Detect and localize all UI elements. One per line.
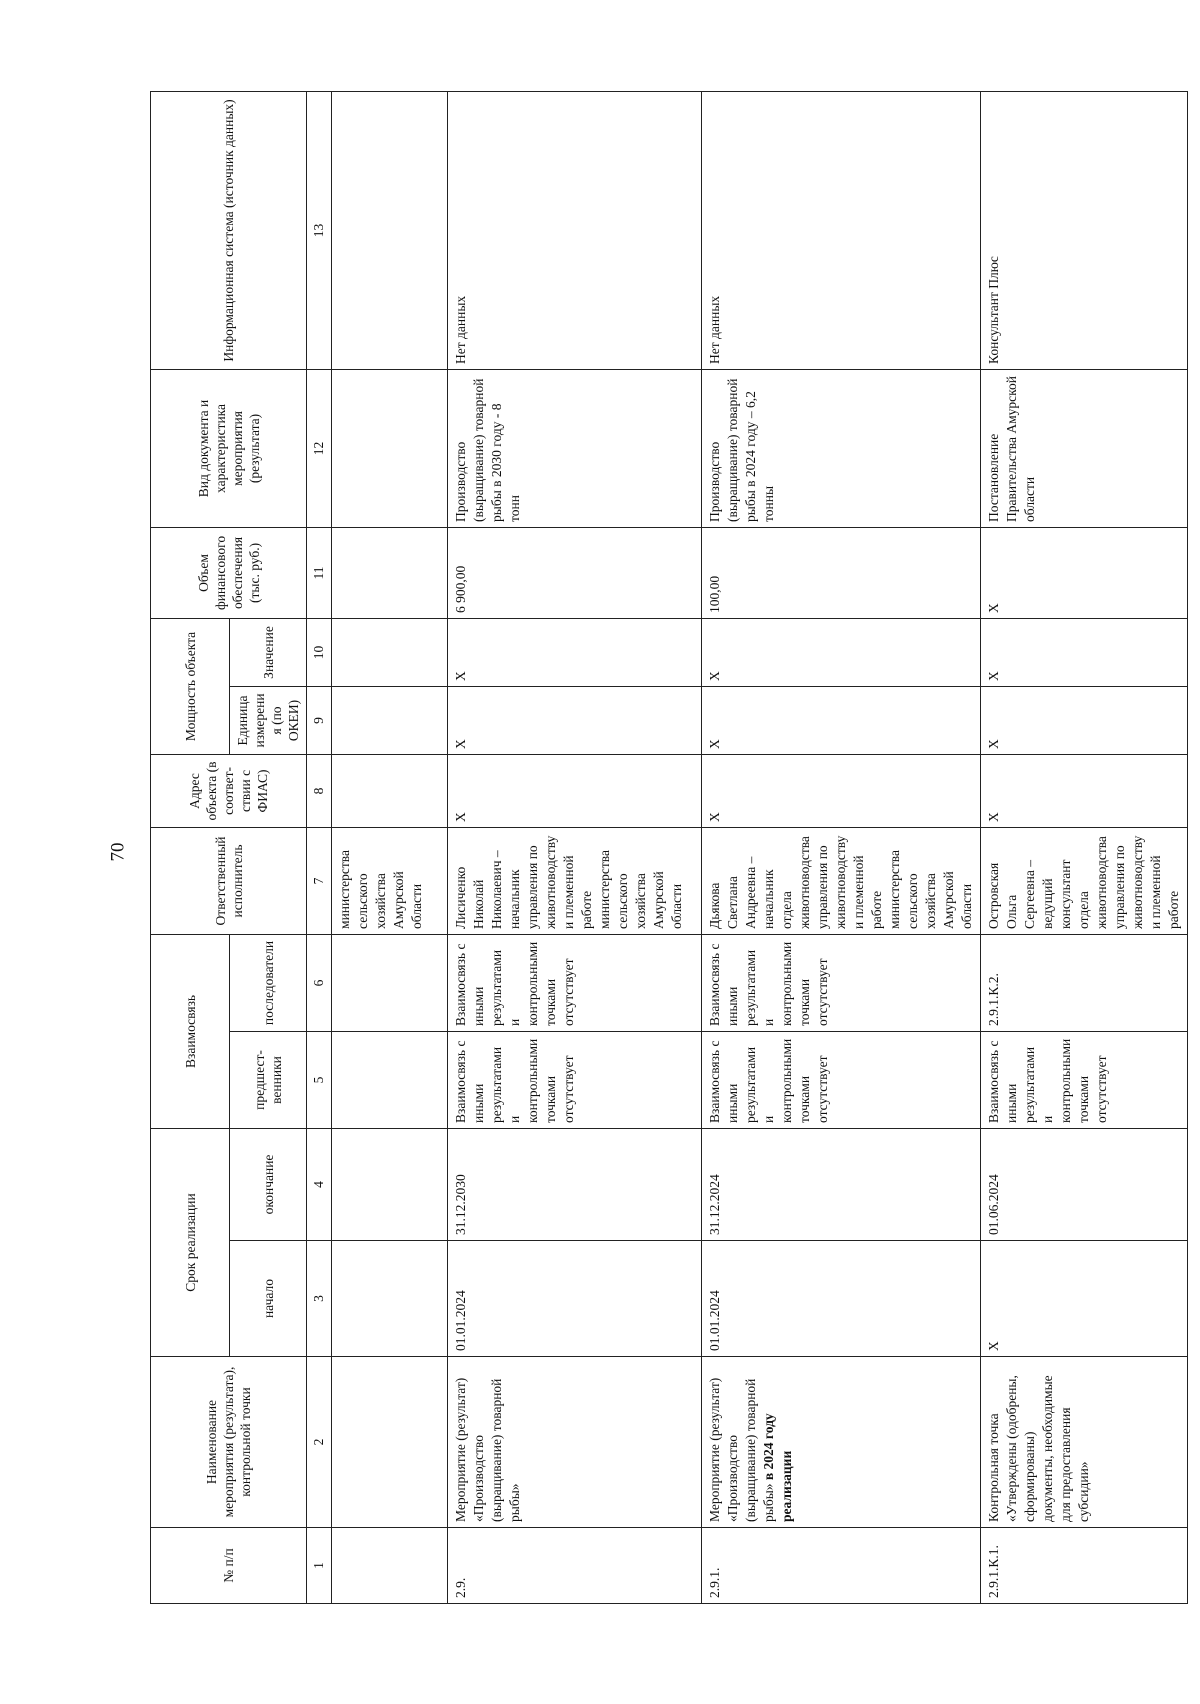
cell-end: 01.06.2024 (981, 1128, 1188, 1240)
header-info-system: Информационная система (источник данных) (151, 91, 307, 369)
cell-empty (332, 1031, 448, 1128)
header-predecessors: предшест-венники (230, 1031, 307, 1128)
column-number: 13 (307, 91, 332, 369)
header-vzaimosvyaz: Взаимосвязь (151, 934, 230, 1128)
cell-empty (332, 91, 448, 369)
cell-address: X (702, 754, 981, 827)
cell-responsible: министерства сельского хозяйства Амурской области (332, 827, 448, 934)
cell-unit: X (981, 686, 1188, 754)
cell-empty (332, 1528, 448, 1604)
cell-empty (332, 754, 448, 827)
header-unit: Единица измерения (по ОКЕИ) (230, 686, 307, 754)
header-moshnost: Мощность объекта (151, 618, 230, 754)
cell-successors: Взаимосвязь с иными результатами и контрольными точками отсутствует (702, 934, 981, 1031)
cell-empty (332, 934, 448, 1031)
cell-name (981, 1357, 1188, 1528)
header-start: начало (230, 1241, 307, 1357)
column-number: 3 (307, 1241, 332, 1357)
cell-empty (332, 1128, 448, 1240)
cell-num: 2.9.1.К.1. (981, 1528, 1188, 1604)
cell-end: 31.12.2030 (448, 1128, 702, 1240)
column-number: 2 (307, 1357, 332, 1528)
column-number: 1 (307, 1528, 332, 1604)
cell-name (702, 1357, 981, 1528)
cell-info-system: Нет данных (702, 91, 981, 369)
cell-successors: 2.9.1.К.2. (981, 934, 1188, 1031)
cell-start: X (981, 1241, 1188, 1357)
cell-predecessors: Взаимосвязь с иными результатами и контрольными точками отсутствует (981, 1031, 1188, 1128)
cell-name-text: Контрольная точка «Утверждены (одобрены, сформированы) документы, необходимые для предоставления субсидии» (986, 1375, 1091, 1522)
plan-table (150, 91, 1188, 1604)
cell-unit: X (448, 686, 702, 754)
column-number: 10 (307, 618, 332, 686)
header-num: № п/п (151, 1528, 307, 1604)
header-responsible: Ответственный исполнитель (151, 827, 307, 934)
column-number: 9 (307, 686, 332, 754)
cell-empty (332, 1357, 448, 1528)
cell-name-text: Мероприятие (результат) «Производство (выращивание) товарной рыбы» (707, 1377, 776, 1522)
cell-value: X (702, 618, 981, 686)
continuation-row (332, 91, 448, 1603)
header-finance: Объем финансового обеспечения (тыс. руб.) (151, 527, 307, 618)
column-number-row (307, 91, 332, 1603)
cell-finance: 6 900,00 (448, 527, 702, 618)
column-number: 11 (307, 527, 332, 618)
cell-finance: 100,00 (702, 527, 981, 618)
cell-predecessors: Взаимосвязь с иными результатами и контрольными точками отсутствует (448, 1031, 702, 1128)
header-value: Значение (230, 618, 307, 686)
cell-value: X (448, 618, 702, 686)
cell-start: 01.01.2024 (702, 1241, 981, 1357)
cell-num: 2.9. (448, 1528, 702, 1604)
header-document: Вид документа и характеристика мероприятия (результата) (151, 369, 307, 527)
cell-end: 31.12.2024 (702, 1128, 981, 1240)
cell-name-bold-text: в 2024 году реализации (761, 1413, 794, 1522)
cell-info-system: Консультант Плюс (981, 91, 1188, 369)
header-srok: Срок реализации (151, 1128, 230, 1356)
cell-name-text: Мероприятие (результат) «Производство (выращивание) товарной рыбы» (453, 1377, 522, 1522)
cell-responsible: Дьякова Светлана Андреевна – начальник отдела животноводства управления по животноводству и племенной работе министерства сельского хозяйства Амурской области (702, 827, 981, 934)
cell-value: X (981, 618, 1188, 686)
cell-info-system: Нет данных (448, 91, 702, 369)
column-number: 12 (307, 369, 332, 527)
page-number: 70 (107, 842, 128, 862)
cell-empty (332, 1241, 448, 1357)
cell-document: Производство (выращивание) товарной рыбы в 2024 году – 6,2 тонны (702, 369, 981, 527)
cell-empty (332, 527, 448, 618)
cell-document: Производство (выращивание) товарной рыбы в 2030 году - 8 тонн (448, 369, 702, 527)
cell-address: X (448, 754, 702, 827)
table-row (981, 91, 1188, 1603)
cell-finance: X (981, 527, 1188, 618)
rotated-table-container (150, 92, 1181, 1604)
column-number: 4 (307, 1128, 332, 1240)
cell-unit: X (702, 686, 981, 754)
table-row (448, 91, 702, 1603)
column-number: 5 (307, 1031, 332, 1128)
column-number: 6 (307, 934, 332, 1031)
cell-empty (332, 618, 448, 686)
cell-empty (332, 369, 448, 527)
cell-address: X (981, 754, 1188, 827)
cell-num: 2.9.1. (702, 1528, 981, 1604)
cell-responsible: Островская Ольга Сергеевна – ведущий консультант отдела животноводства управления по животноводству и племенной работе (981, 827, 1188, 934)
header-successors: последователи (230, 934, 307, 1031)
cell-start: 01.01.2024 (448, 1241, 702, 1357)
cell-responsible: Лисиченко Николай Николаевич – начальник управления по животноводству и племенной работе министерства сельского хозяйства Амурской области (448, 827, 702, 934)
header-name: Наименование мероприятия (результата), контрольной точки (151, 1357, 307, 1528)
cell-successors: Взаимосвязь с иными результатами и контрольными точками отсутствует (448, 934, 702, 1031)
cell-predecessors: Взаимосвязь с иными результатами и контрольными точками отсутствует (702, 1031, 981, 1128)
table-row (702, 91, 981, 1603)
cell-empty (332, 686, 448, 754)
header-end: окончание (230, 1128, 307, 1240)
column-number: 8 (307, 754, 332, 827)
cell-document: Постановление Правительства Амурской области (981, 369, 1188, 527)
header-address: Адрес объекта (в соответ-ствии с ФИАС) (151, 754, 307, 827)
column-number: 7 (307, 827, 332, 934)
cell-name (448, 1357, 702, 1528)
